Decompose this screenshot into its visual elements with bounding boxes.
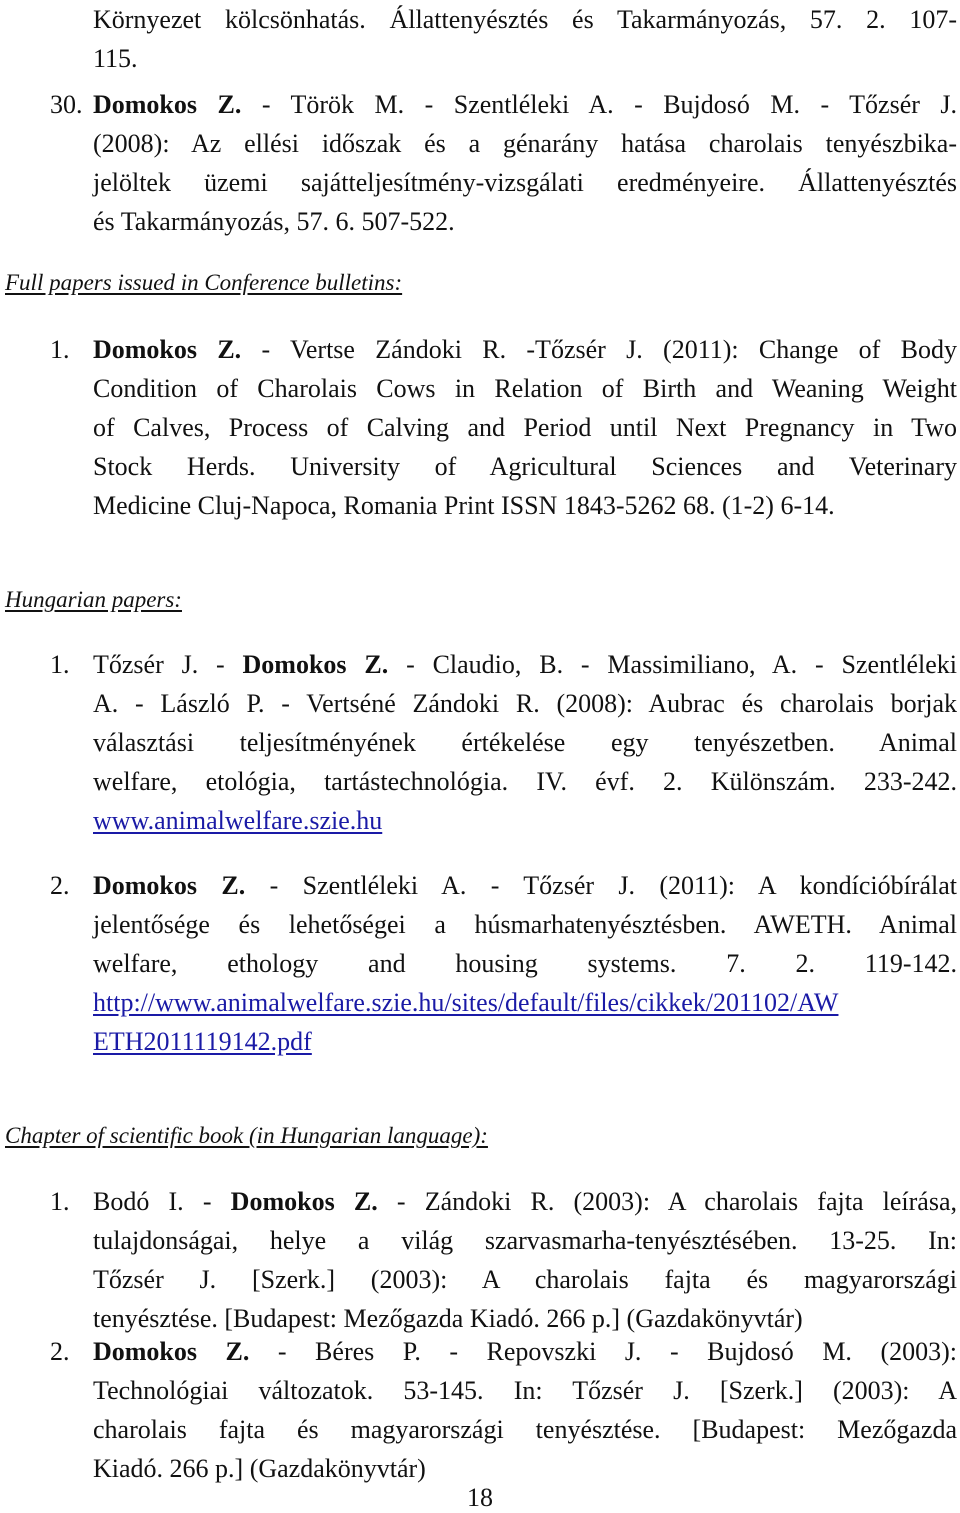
text-line: Tőzsér J. - xyxy=(93,650,243,679)
text-line: welfare, ethology and housing systems. 7. 2. 119-142. xyxy=(93,949,957,978)
text-line: Technológiai változatok. 53-145. In: Tőzsér J. [Szerk.] (2003): A xyxy=(93,1376,957,1405)
text-line: charolais fajta és magyarországi tenyésztése. [Budapest: Mezőgazda xyxy=(93,1415,957,1444)
text-line: welfare, etológia, tartástechnológia. IV. évf. 2. Különszám. 233-242. xyxy=(93,767,957,796)
hungarian-paper-2 xyxy=(93,866,957,1061)
reference-number: 2. xyxy=(50,1337,70,1366)
text-line: Tőzsér J. [Szerk.] (2003): A charolais fajta és magyarországi xyxy=(93,1265,957,1294)
author-bold: Domokos Z. xyxy=(93,871,246,900)
text-line: tulajdonságai, helye a világ szarvasmarha-tenyésztésében. 13-25. In: xyxy=(93,1226,957,1255)
text-line: of Calves, Process of Calving and Period until Next Pregnancy in Two xyxy=(93,413,957,442)
author-bold: Domokos Z. xyxy=(93,335,242,364)
chapter-1 xyxy=(93,1182,957,1338)
hungarian-paper-1 xyxy=(93,645,957,840)
chapter-2 xyxy=(93,1332,957,1488)
text-line: - Vertse Zándoki R. -Tőzsér J. (2011): Change of Body xyxy=(241,335,957,364)
text-line: - Béres P. - Repovszki J. - Bujdosó M. (2003): xyxy=(249,1337,957,1366)
author-bold: Domokos Z. xyxy=(242,650,389,679)
text-line: Környezet kölcsönhatás. Állattenyésztés és Takarmányozás, 57. 2. 107- xyxy=(93,5,957,34)
author-bold: Domokos Z. xyxy=(93,1337,250,1366)
article-link[interactable]: ETH2011119142.pdf xyxy=(93,1027,312,1056)
website-link[interactable]: www.animalwelfare.szie.hu xyxy=(93,806,383,835)
author-bold: Domokos Z. xyxy=(230,1187,378,1216)
text-line: - Zándoki R. (2003): A charolais fajta leírása, xyxy=(377,1187,958,1216)
text-line: - Szentléleki A. - Tőzsér J. (2011): A kondícióbírálat xyxy=(245,871,957,900)
section-heading-full-papers: Full papers issued in Conference bulletins: xyxy=(5,270,403,295)
text-line: Kiadó. 266 p.] (Gazdakönyvtár) xyxy=(93,1454,426,1483)
text-line: jelöltek üzemi sajátteljesítmény-vizsgálati eredményeire. Állattenyésztés xyxy=(93,168,957,197)
reference-30 xyxy=(93,85,957,241)
reference-number: 2. xyxy=(50,871,70,900)
section-heading-hungarian-papers: Hungarian papers: xyxy=(5,587,182,612)
text-line: jelentősége és lehetőségei a húsmarhatenyésztésben. AWETH. Animal xyxy=(93,910,957,939)
reference-number: 1. xyxy=(50,1187,70,1216)
text-line: - Török M. - Szentléleki A. - Bujdosó M. - Tőzsér J. xyxy=(241,90,957,119)
full-paper-1 xyxy=(93,330,957,525)
text-line: Medicine Cluj-Napoca, Romania Print ISSN 1843-5262 68. (1-2) 6-14. xyxy=(93,491,835,520)
text-line: Condition of Charolais Cows in Relation of Birth and Weaning Weight xyxy=(93,374,957,403)
text-line: (2008): Az ellési időszak és a génarány hatása charolais tenyészbika- xyxy=(93,129,957,158)
text-line: választási teljesítményének értékelése egy tenyészetben. Animal xyxy=(93,728,957,757)
text-line: Stock Herds. University of Agricultural Sciences and Veterinary xyxy=(93,452,957,481)
text-line: Bodó I. - xyxy=(93,1187,231,1216)
reference-number: 1. xyxy=(50,650,70,679)
text-line: - Claudio, B. - Massimiliano, A. - Szentléleki xyxy=(388,650,957,679)
article-link[interactable]: http://www.animalwelfare.szie.hu/sites/default/files/cikkek/201102/AW xyxy=(93,988,839,1017)
text-line: A. - László P. - Vertséné Zándoki R. (2008): Aubrac és charolais borjak xyxy=(93,689,957,718)
section-heading-book-chapter: Chapter of scientific book (in Hungarian language): xyxy=(5,1123,488,1148)
page-number: 18 xyxy=(467,1483,493,1512)
reference-number: 1. xyxy=(50,335,70,364)
text-line: tenyésztése. [Budapest: Mezőgazda Kiadó. 266 p.] (Gazdakönyvtár) xyxy=(93,1304,803,1333)
reference-number: 30. xyxy=(50,90,83,119)
author-bold: Domokos Z. xyxy=(93,90,242,119)
text-line: és Takarmányozás, 57. 6. 507-522. xyxy=(93,207,455,236)
text-line: 115. xyxy=(93,44,138,73)
reference-continuation xyxy=(93,0,957,78)
